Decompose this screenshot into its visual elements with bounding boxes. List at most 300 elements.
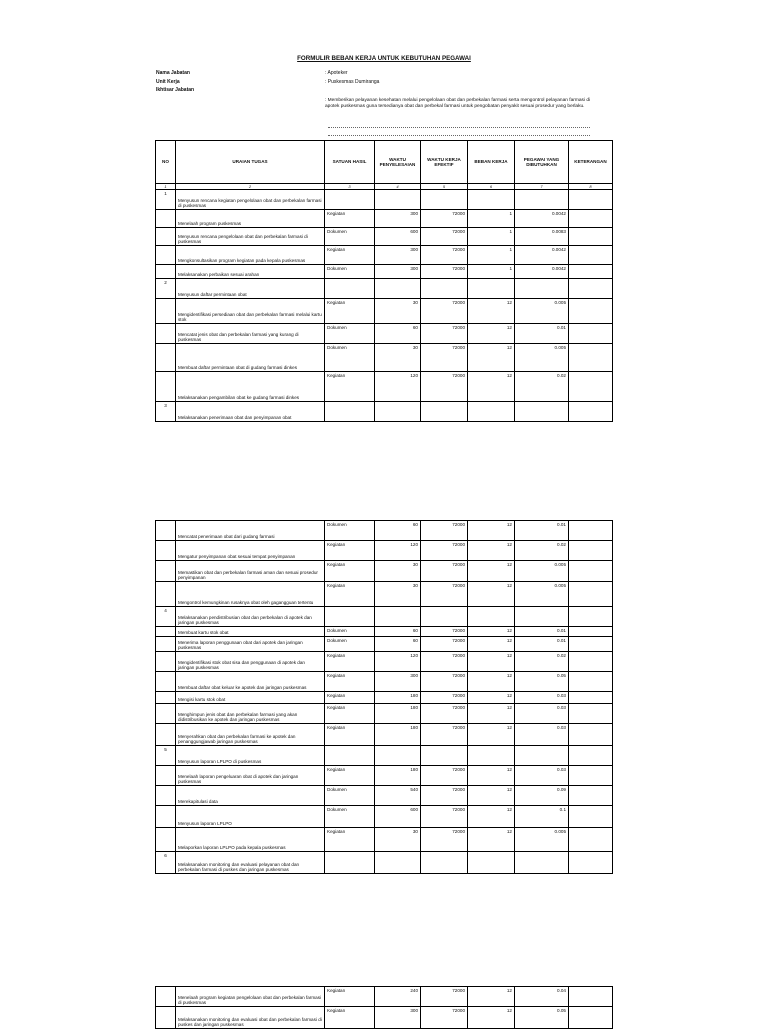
workload: 1 bbox=[468, 246, 515, 265]
table-row bbox=[156, 987, 613, 1007]
row-number: 6 bbox=[156, 852, 176, 874]
effective-work-time: 72000 bbox=[421, 692, 468, 704]
remarks bbox=[569, 246, 613, 265]
effective-work-time: 72000 bbox=[421, 704, 468, 724]
task-description: Melaksanakan monitoring dan evaluasi obat dan perbekalan farmasi di puskes dan jaringan puskesmas bbox=[176, 1007, 325, 1029]
completion-time bbox=[375, 402, 421, 422]
header-keterangan: KETERANGAN bbox=[569, 141, 613, 184]
effective-work-time bbox=[421, 852, 468, 874]
effective-work-time: 72000 bbox=[421, 246, 468, 265]
remarks bbox=[569, 561, 613, 582]
staff-needed: 0.03 bbox=[515, 704, 569, 724]
effective-work-time: 72000 bbox=[421, 344, 468, 372]
row-number bbox=[156, 210, 176, 228]
workload bbox=[468, 746, 515, 766]
table-body bbox=[156, 190, 613, 422]
task-description: Membuat kartu stok obat bbox=[176, 627, 325, 637]
table-row bbox=[156, 637, 613, 652]
remarks bbox=[569, 541, 613, 561]
table-row bbox=[156, 746, 613, 766]
completion-time bbox=[375, 852, 421, 874]
workload: 12 bbox=[468, 766, 515, 786]
task-description: Mengidentifikasi stok obat sisa dan penggunaan di apotek dan jaringan puskesmas bbox=[176, 652, 325, 672]
workload: 12 bbox=[468, 627, 515, 637]
row-number bbox=[156, 1007, 176, 1029]
task-description: Mengatur penyimpanan obat sesuai tempat penyimpanan bbox=[176, 541, 325, 561]
table-row bbox=[156, 324, 613, 344]
row-number bbox=[156, 637, 176, 652]
row-number: 1 bbox=[156, 190, 176, 210]
table-row bbox=[156, 1007, 613, 1029]
workload: 12 bbox=[468, 1007, 515, 1029]
unit-of-output: Kegiatan bbox=[325, 299, 375, 324]
row-number: 4 bbox=[156, 607, 176, 627]
row-number bbox=[156, 324, 176, 344]
unit-of-output: Kegiatan bbox=[325, 372, 375, 402]
remarks bbox=[569, 190, 613, 210]
remarks bbox=[569, 786, 613, 806]
workload: 12 bbox=[468, 324, 515, 344]
workload bbox=[468, 607, 515, 627]
staff-needed: 0.005 bbox=[515, 561, 569, 582]
ikhtisar-jabatan-label: Ikhtisar Jabatan bbox=[156, 87, 195, 93]
remarks bbox=[569, 1007, 613, 1029]
completion-time: 300 bbox=[375, 265, 421, 279]
task-description: Melaporkan laporan LPLPO pada kepala puskesmas bbox=[176, 828, 325, 852]
staff-needed: 0.01 bbox=[515, 627, 569, 637]
table-row bbox=[156, 561, 613, 582]
unit-of-output: Dokumen bbox=[325, 627, 375, 637]
unit-of-output bbox=[325, 279, 375, 299]
completion-time: 30 bbox=[375, 582, 421, 607]
remarks bbox=[569, 692, 613, 704]
effective-work-time: 72000 bbox=[421, 582, 468, 607]
unit-of-output: Dokumen bbox=[325, 228, 375, 246]
column-index: 2 bbox=[176, 184, 325, 190]
completion-time: 180 bbox=[375, 766, 421, 786]
task-description: Menyerahkan obat dan perbekalan farmasi ke apotek dan penanggungjawab jaringan puskesmas bbox=[176, 724, 325, 746]
staff-needed: 0.005 bbox=[515, 828, 569, 852]
workload: 12 bbox=[468, 806, 515, 828]
task-description: Melaksanakan penerimaan obat dan penyimpanan obat bbox=[176, 402, 325, 422]
column-index: 6 bbox=[468, 184, 515, 190]
row-number bbox=[156, 766, 176, 786]
staff-needed: 0.05 bbox=[515, 1007, 569, 1029]
unit-of-output: Dokumen bbox=[325, 324, 375, 344]
workload bbox=[468, 402, 515, 422]
unit-of-output: Dokumen bbox=[325, 786, 375, 806]
unit-of-output bbox=[325, 852, 375, 874]
remarks bbox=[569, 582, 613, 607]
task-description: Menelaah program puskesmas bbox=[176, 210, 325, 228]
unit-of-output: Kegiatan bbox=[325, 704, 375, 724]
task-description: Melaksanakan perbaikan sesuai arahan bbox=[176, 265, 325, 279]
workload: 12 bbox=[468, 582, 515, 607]
workload-table-continued bbox=[155, 520, 613, 874]
unit-kerja-label: Unit Kerja bbox=[156, 79, 180, 85]
task-description: Mengkonsultasikan program kegiatan pada kepala puskesmas bbox=[176, 246, 325, 265]
unit-of-output: Kegiatan bbox=[325, 672, 375, 692]
unit-of-output: Dokumen bbox=[325, 521, 375, 541]
nama-jabatan-value: : Apoteker bbox=[325, 70, 348, 76]
row-number bbox=[156, 704, 176, 724]
staff-needed: 0.005 bbox=[515, 299, 569, 324]
table-row bbox=[156, 692, 613, 704]
staff-needed: 0.03 bbox=[515, 724, 569, 746]
staff-needed: 0.01 bbox=[515, 637, 569, 652]
effective-work-time bbox=[421, 190, 468, 210]
staff-needed: 0.02 bbox=[515, 652, 569, 672]
workload: 12 bbox=[468, 672, 515, 692]
unit-of-output: Kegiatan bbox=[325, 724, 375, 746]
table-row bbox=[156, 279, 613, 299]
remarks bbox=[569, 766, 613, 786]
staff-needed: 0.01 bbox=[515, 521, 569, 541]
staff-needed: 0.05 bbox=[515, 672, 569, 692]
staff-needed: 0.0042 bbox=[515, 246, 569, 265]
unit-of-output bbox=[325, 190, 375, 210]
remarks bbox=[569, 372, 613, 402]
workload: 1 bbox=[468, 210, 515, 228]
ikhtisar-jabatan-value: : Memberikan pelayanan kesehatan melalui pengelolaan obat dan perbekalan farmasi serta mengontrol pelayanan farmasi di apotek puskesmas guna tersedianya obat dan perbekal farmasi untuk pengobatan penyakit sesuai prosedur yang berlaku. bbox=[325, 98, 591, 109]
task-description: Menerima laporan penggunaan obat dari apotek dan jaringan puskesmas bbox=[176, 637, 325, 652]
column-index: 4 bbox=[375, 184, 421, 190]
completion-time: 120 bbox=[375, 541, 421, 561]
staff-needed bbox=[515, 402, 569, 422]
task-description: Membuat daftar permintaan obat di gudang farmasi dinkes bbox=[176, 344, 325, 372]
effective-work-time: 72000 bbox=[421, 828, 468, 852]
row-number: 5 bbox=[156, 746, 176, 766]
effective-work-time bbox=[421, 402, 468, 422]
unit-of-output: Kegiatan bbox=[325, 246, 375, 265]
staff-needed: 0.02 bbox=[515, 541, 569, 561]
header-pegawai-dibutuhkan: PEGAWAI YANG DIBUTUHKAN bbox=[515, 141, 569, 184]
table-row bbox=[156, 246, 613, 265]
completion-time: 300 bbox=[375, 246, 421, 265]
row-number bbox=[156, 228, 176, 246]
completion-time: 30 bbox=[375, 299, 421, 324]
effective-work-time: 72000 bbox=[421, 541, 468, 561]
unit-of-output bbox=[325, 402, 375, 422]
task-description: Menyusun rencana kegiatan pengelolaan obat dan perbekalan farmasi di puskesmas bbox=[176, 190, 325, 210]
effective-work-time: 72000 bbox=[421, 766, 468, 786]
workload: 12 bbox=[468, 704, 515, 724]
completion-time: 60 bbox=[375, 324, 421, 344]
row-number bbox=[156, 344, 176, 372]
unit-kerja-value: : Puskesmas Dumiranga bbox=[325, 79, 380, 85]
completion-time: 240 bbox=[375, 987, 421, 1007]
remarks bbox=[569, 324, 613, 344]
row-number bbox=[156, 724, 176, 746]
remarks bbox=[569, 265, 613, 279]
completion-time: 540 bbox=[375, 786, 421, 806]
task-description: Menghimpun jenis obat dan perbekalan farmasi yang akan didistribusikan ke apotek dan jaringan puskesmas bbox=[176, 704, 325, 724]
row-number bbox=[156, 786, 176, 806]
table-row bbox=[156, 828, 613, 852]
row-number bbox=[156, 246, 176, 265]
staff-needed bbox=[515, 279, 569, 299]
task-description: Melaksanakan monitoring dan evaluasi pelayanan obat dan perbekalan farmasi di puskes dan jaringan puskesmas bbox=[176, 852, 325, 874]
completion-time: 180 bbox=[375, 704, 421, 724]
staff-needed: 0.005 bbox=[515, 582, 569, 607]
effective-work-time: 72000 bbox=[421, 652, 468, 672]
remarks bbox=[569, 344, 613, 372]
unit-of-output: Kegiatan bbox=[325, 561, 375, 582]
workload: 12 bbox=[468, 299, 515, 324]
unit-of-output: Kegiatan bbox=[325, 766, 375, 786]
workload: 12 bbox=[468, 724, 515, 746]
effective-work-time bbox=[421, 746, 468, 766]
remarks bbox=[569, 746, 613, 766]
completion-time: 180 bbox=[375, 724, 421, 746]
effective-work-time: 72000 bbox=[421, 210, 468, 228]
table-row bbox=[156, 607, 613, 627]
unit-of-output bbox=[325, 746, 375, 766]
completion-time bbox=[375, 279, 421, 299]
unit-of-output: Dokumen bbox=[325, 344, 375, 372]
task-description: Memastikan obat dan perbekalan farmasi aman dan sesuai prosedur penyimpanan bbox=[176, 561, 325, 582]
table-row bbox=[156, 372, 613, 402]
row-number bbox=[156, 582, 176, 607]
effective-work-time: 72000 bbox=[421, 299, 468, 324]
header-satuan-hasil: SATUAN HASIL bbox=[325, 141, 375, 184]
task-description: Mencatat jenis obat dan perbekalan farmasi yang kurang di puskesmas bbox=[176, 324, 325, 344]
staff-needed bbox=[515, 607, 569, 627]
task-description: Mencatat penerimaan obat dari gudang farmasi bbox=[176, 521, 325, 541]
unit-of-output: Kegiatan bbox=[325, 652, 375, 672]
task-description: Mengontrol kemungkinan rusaknya obat oleh gagangguan tertentu bbox=[176, 582, 325, 607]
unit-of-output: Kegiatan bbox=[325, 828, 375, 852]
remarks bbox=[569, 704, 613, 724]
row-number bbox=[156, 987, 176, 1007]
row-number bbox=[156, 561, 176, 582]
staff-needed: 0.09 bbox=[515, 786, 569, 806]
workload: 12 bbox=[468, 786, 515, 806]
remarks bbox=[569, 852, 613, 874]
table-body bbox=[156, 521, 613, 874]
table-body bbox=[156, 987, 613, 1029]
workload: 12 bbox=[468, 637, 515, 652]
staff-needed: 0.005 bbox=[515, 344, 569, 372]
table-row bbox=[156, 652, 613, 672]
workload: 12 bbox=[468, 652, 515, 672]
table-row bbox=[156, 228, 613, 246]
workload: 12 bbox=[468, 521, 515, 541]
remarks bbox=[569, 607, 613, 627]
row-number bbox=[156, 541, 176, 561]
remarks bbox=[569, 652, 613, 672]
remarks bbox=[569, 672, 613, 692]
row-number: 2 bbox=[156, 279, 176, 299]
workload bbox=[468, 190, 515, 210]
workload bbox=[468, 852, 515, 874]
row-number bbox=[156, 806, 176, 828]
effective-work-time: 72000 bbox=[421, 372, 468, 402]
table-row bbox=[156, 299, 613, 324]
staff-needed: 0.1 bbox=[515, 806, 569, 828]
unit-of-output: Dokumen bbox=[325, 806, 375, 828]
column-index: 8 bbox=[569, 184, 613, 190]
effective-work-time: 72000 bbox=[421, 265, 468, 279]
effective-work-time: 72000 bbox=[421, 806, 468, 828]
task-description: Menyusun laporan LPLPO bbox=[176, 806, 325, 828]
effective-work-time: 72000 bbox=[421, 987, 468, 1007]
task-description: Melaksanakan pengambilan obat ke gudang farmasi dinkes bbox=[176, 372, 325, 402]
completion-time bbox=[375, 746, 421, 766]
row-number: 3 bbox=[156, 402, 176, 422]
table-row bbox=[156, 521, 613, 541]
workload: 12 bbox=[468, 372, 515, 402]
remarks bbox=[569, 299, 613, 324]
staff-needed: 0.0042 bbox=[515, 210, 569, 228]
task-description: Menelaah program kegiatan pengelolaan obat dan perbekalan farmasi di puskesmas bbox=[176, 987, 325, 1007]
effective-work-time: 72000 bbox=[421, 724, 468, 746]
unit-of-output: Kegiatan bbox=[325, 582, 375, 607]
table-row bbox=[156, 627, 613, 637]
table-row bbox=[156, 344, 613, 372]
remarks bbox=[569, 228, 613, 246]
effective-work-time: 72000 bbox=[421, 324, 468, 344]
staff-needed bbox=[515, 190, 569, 210]
dotted-line bbox=[328, 127, 590, 128]
effective-work-time: 72000 bbox=[421, 521, 468, 541]
effective-work-time: 72000 bbox=[421, 561, 468, 582]
remarks bbox=[569, 521, 613, 541]
remarks bbox=[569, 806, 613, 828]
workload-table-continued bbox=[155, 986, 613, 1029]
completion-time bbox=[375, 607, 421, 627]
column-index: 7 bbox=[515, 184, 569, 190]
table-row bbox=[156, 210, 613, 228]
row-number bbox=[156, 372, 176, 402]
header-uraian-tugas: URAIAN TUGAS bbox=[176, 141, 325, 184]
effective-work-time bbox=[421, 607, 468, 627]
effective-work-time: 72000 bbox=[421, 786, 468, 806]
task-description: Membuat daftar obat keluar ke apotek dan jaringan puskesmas bbox=[176, 672, 325, 692]
task-description: Melaksanakan pendistribusian obat dan perbekalan di apotek dan jaringan puskesmas bbox=[176, 607, 325, 627]
unit-of-output: Dokumen bbox=[325, 265, 375, 279]
remarks bbox=[569, 637, 613, 652]
completion-time: 600 bbox=[375, 228, 421, 246]
row-number bbox=[156, 627, 176, 637]
effective-work-time: 72000 bbox=[421, 1007, 468, 1029]
row-number bbox=[156, 828, 176, 852]
remarks bbox=[569, 279, 613, 299]
task-description: Menyusun laporan LPLPO di puskesmas bbox=[176, 746, 325, 766]
header-waktu-kerja-efektif: WAKTU KERJA EFEKTIF bbox=[421, 141, 468, 184]
task-description: Menyusun rencana pengelolaan obat dan perbekalan farmasi di puskesmas bbox=[176, 228, 325, 246]
completion-time: 180 bbox=[375, 692, 421, 704]
completion-time: 300 bbox=[375, 672, 421, 692]
unit-of-output: Kegiatan bbox=[325, 210, 375, 228]
effective-work-time: 72000 bbox=[421, 627, 468, 637]
completion-time: 300 bbox=[375, 1007, 421, 1029]
workload bbox=[468, 279, 515, 299]
unit-of-output: Kegiatan bbox=[325, 1007, 375, 1029]
staff-needed: 0.01 bbox=[515, 324, 569, 344]
unit-of-output: Kegiatan bbox=[325, 541, 375, 561]
table-row bbox=[156, 190, 613, 210]
workload: 12 bbox=[468, 344, 515, 372]
unit-of-output bbox=[325, 607, 375, 627]
form-title: FORMULIR BEBAN KERJA UNTUK KEBUTUHAN PEGAWAI bbox=[297, 55, 471, 62]
remarks bbox=[569, 627, 613, 637]
task-description: Menyusun daftar permintaan obat bbox=[176, 279, 325, 299]
completion-time: 600 bbox=[375, 806, 421, 828]
header-row bbox=[156, 141, 613, 184]
table-row bbox=[156, 724, 613, 746]
remarks bbox=[569, 724, 613, 746]
staff-needed: 0.02 bbox=[515, 372, 569, 402]
unit-of-output: Kegiatan bbox=[325, 692, 375, 704]
table-row bbox=[156, 852, 613, 874]
staff-needed: 0.03 bbox=[515, 766, 569, 786]
completion-time: 30 bbox=[375, 344, 421, 372]
remarks bbox=[569, 828, 613, 852]
task-description: Mengidentifikasi persediaan obat dan perbekalan farmasi melalui kartu stok bbox=[176, 299, 325, 324]
completion-time: 300 bbox=[375, 210, 421, 228]
row-number bbox=[156, 265, 176, 279]
effective-work-time bbox=[421, 279, 468, 299]
table-row bbox=[156, 672, 613, 692]
staff-needed bbox=[515, 746, 569, 766]
remarks bbox=[569, 210, 613, 228]
table-row bbox=[156, 786, 613, 806]
completion-time: 30 bbox=[375, 828, 421, 852]
workload: 12 bbox=[468, 828, 515, 852]
completion-time: 60 bbox=[375, 627, 421, 637]
staff-needed: 0.0083 bbox=[515, 228, 569, 246]
workload: 12 bbox=[468, 692, 515, 704]
completion-time bbox=[375, 190, 421, 210]
nama-jabatan-label: Nama Jabatan bbox=[156, 70, 190, 76]
table-row bbox=[156, 582, 613, 607]
column-index: 5 bbox=[421, 184, 468, 190]
completion-time: 120 bbox=[375, 652, 421, 672]
unit-of-output: Kegiatan bbox=[325, 987, 375, 1007]
completion-time: 60 bbox=[375, 521, 421, 541]
staff-needed bbox=[515, 852, 569, 874]
unit-of-output: Dokumen bbox=[325, 637, 375, 652]
row-number bbox=[156, 521, 176, 541]
workload: 1 bbox=[468, 228, 515, 246]
row-number bbox=[156, 299, 176, 324]
table-row bbox=[156, 704, 613, 724]
task-description: Merekapitulasi data bbox=[176, 786, 325, 806]
completion-time: 120 bbox=[375, 372, 421, 402]
header-beban-kerja: BEBAN KERJA bbox=[468, 141, 515, 184]
column-index: 3 bbox=[325, 184, 375, 190]
row-number bbox=[156, 652, 176, 672]
header-no: NO bbox=[156, 141, 176, 184]
effective-work-time: 72000 bbox=[421, 228, 468, 246]
workload-table bbox=[155, 140, 613, 422]
table-row bbox=[156, 541, 613, 561]
table-row bbox=[156, 265, 613, 279]
table-row bbox=[156, 806, 613, 828]
staff-needed: 0.03 bbox=[515, 692, 569, 704]
table-row bbox=[156, 766, 613, 786]
workload: 12 bbox=[468, 561, 515, 582]
remarks bbox=[569, 987, 613, 1007]
header-waktu-penyelesaian: WAKTU PENYELESAIAN bbox=[375, 141, 421, 184]
row-number bbox=[156, 692, 176, 704]
remarks bbox=[569, 402, 613, 422]
table-row bbox=[156, 402, 613, 422]
staff-needed: 0.04 bbox=[515, 987, 569, 1007]
task-description: Menelaah laporan pengeluaran obat di apotek dan jaringan puskesmas bbox=[176, 766, 325, 786]
workload: 12 bbox=[468, 987, 515, 1007]
